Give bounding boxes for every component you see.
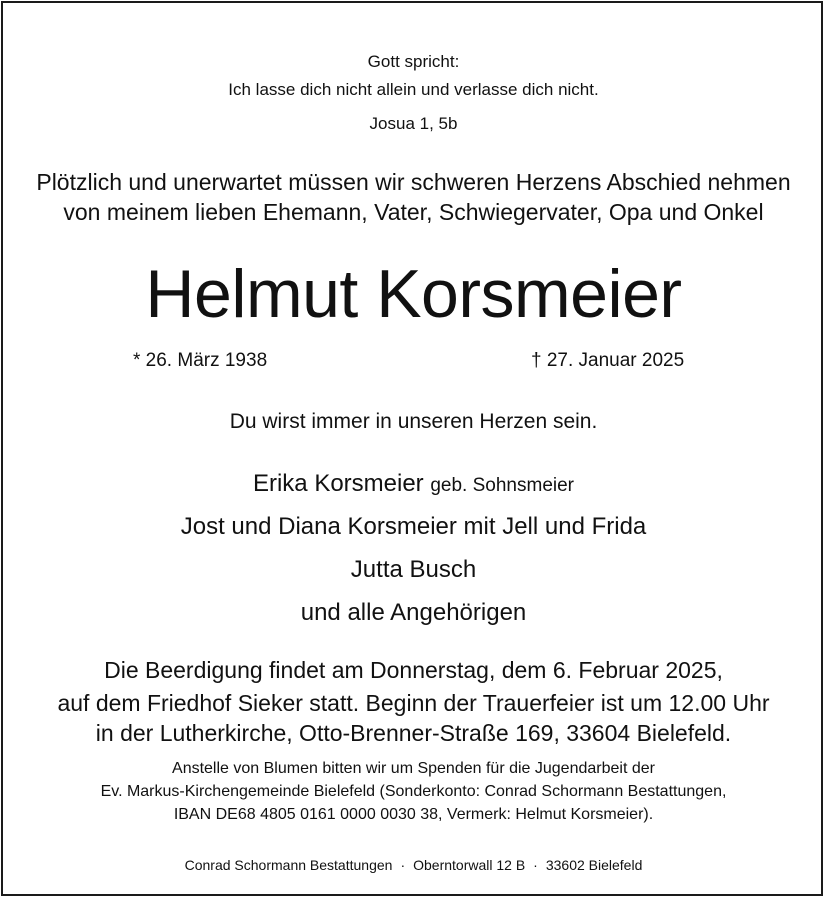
mourner-name-suffix: geb. Sohnsmeier	[430, 475, 575, 496]
funeral-line-3: in der Lutherkirche, Otto-Brenner-Straße 169, 33604 Bielefeld.	[95, 720, 732, 746]
motto: Du wirst immer in unseren Herzen sein.	[229, 410, 598, 433]
death-date: † 27. Januar 2025	[531, 350, 685, 371]
footer-company: Conrad Schormann Bestattungen	[184, 857, 393, 873]
funeral-line-2: auf dem Friedhof Sieker statt. Beginn der Trauerfeier ist um 12.00 Uhr	[57, 690, 770, 716]
footer-city: 33602 Bielefeld	[545, 857, 643, 873]
footer-street: Oberntorwall 12 B	[413, 857, 526, 873]
mourner-line-1	[0, 470, 827, 498]
footer-separator: ·	[533, 857, 538, 873]
verse-line-1: Gott spricht:	[367, 52, 460, 71]
footer-separator: ·	[400, 857, 406, 873]
deceased-name: Helmut Korsmeier	[145, 256, 682, 332]
intro-line-2: von meinem lieben Ehemann, Vater, Schwiegervater, Opa und Onkel	[63, 199, 764, 225]
birth-date: * 26. März 1938	[133, 350, 268, 371]
mourner-line-3: Jutta Busch	[350, 556, 477, 583]
donation-line-3: IBAN DE68 4805 0161 0000 0030 38, Vermerk: Helmut Korsmeier).	[173, 806, 654, 823]
funeral-line-1: Die Beerdigung findet am Donnerstag, dem 6. Februar 2025,	[104, 657, 723, 683]
mourner-line-4: und alle Angehörigen	[300, 599, 527, 626]
verse-reference: Josua 1, 5b	[369, 114, 458, 133]
verse-line-2: Ich lasse dich nicht allein und verlasse dich nicht.	[228, 80, 599, 99]
funeral-home-footer	[0, 857, 827, 873]
donation-line-2: Ev. Markus-Kirchengemeinde Bielefeld (Sonderkonto: Conrad Schormann Bestattungen,	[100, 783, 727, 800]
mourner-name: Erika Korsmeier	[252, 470, 424, 497]
mourner-line-2: Jost und Diana Korsmeier mit Jell und Frida	[180, 513, 647, 540]
intro-line-1: Plötzlich und unerwartet müssen wir schweren Herzens Abschied nehmen	[36, 169, 791, 195]
donation-line-1: Anstelle von Blumen bitten wir um Spenden für die Jugendarbeit der	[172, 760, 655, 777]
